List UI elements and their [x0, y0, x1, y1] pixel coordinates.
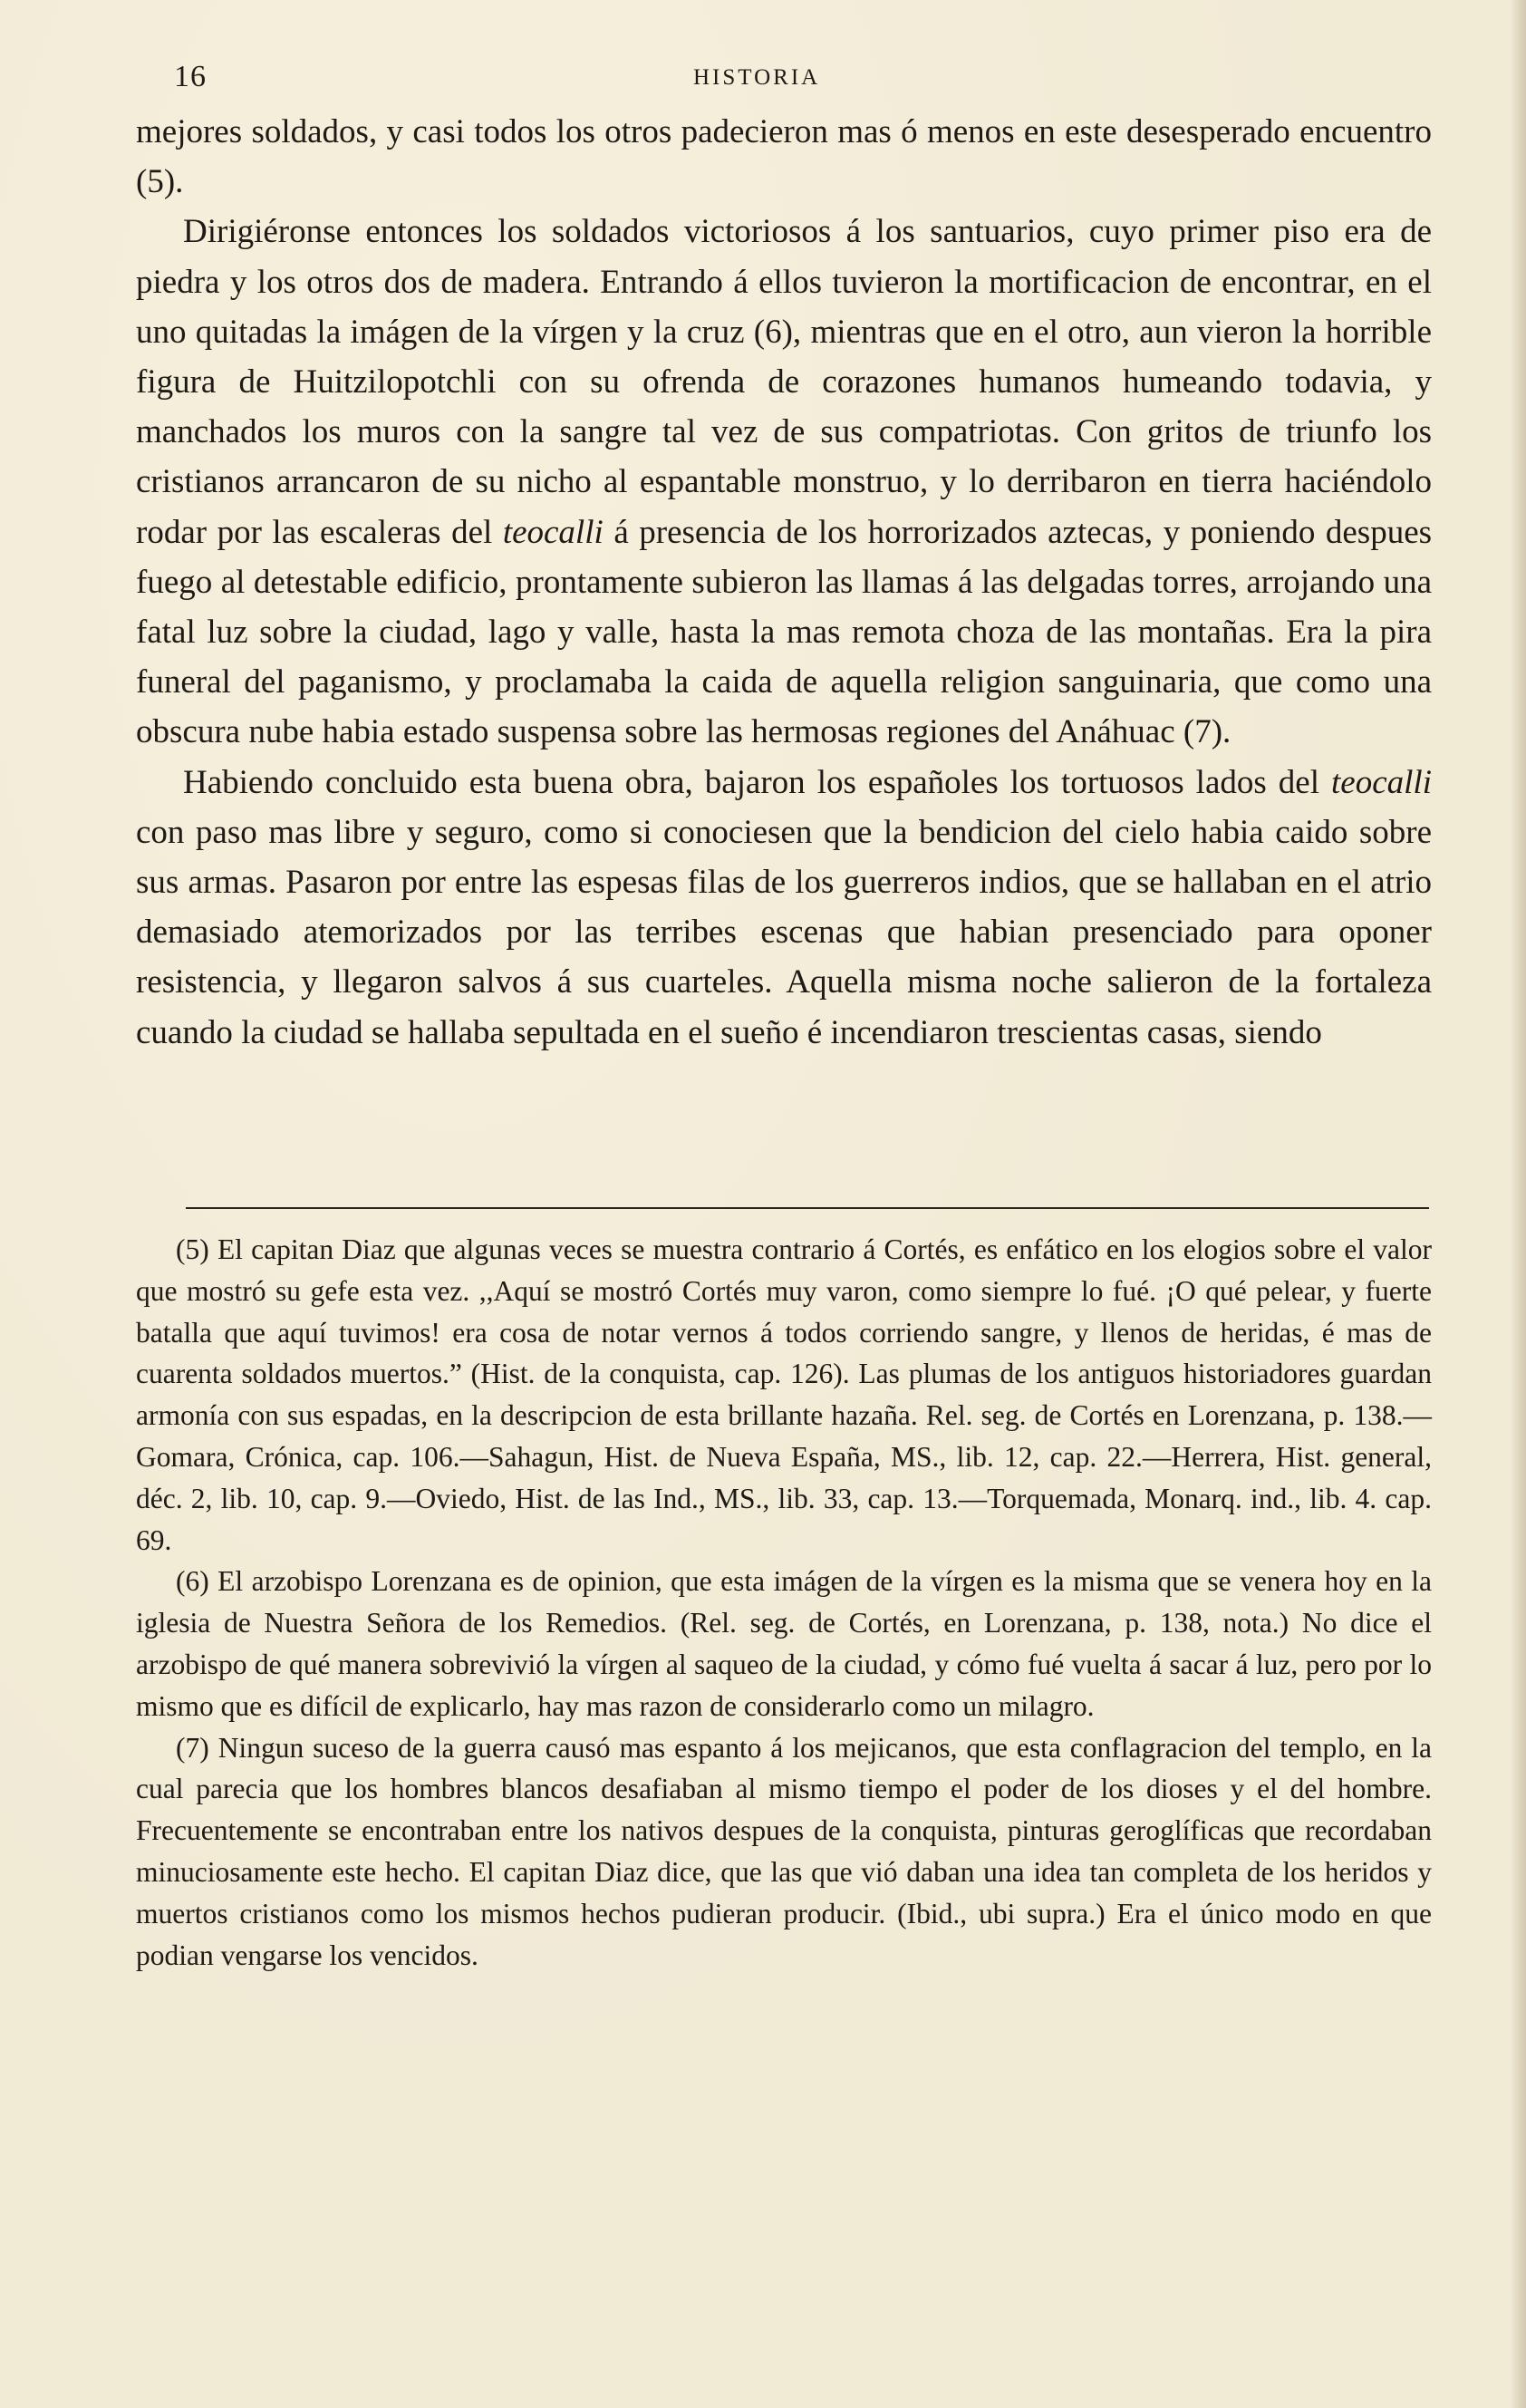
paragraph-2-start: Dirigiéronse entonces los soldados victoriosos á los santuarios, cuyo primer piso era de piedra y los otros dos de madera. Entrando á ellos tuvieron la mortificacion de encontrar, en el uno quitadas la imágen de la vírgen y la cruz (6), mientras que en el otro, aun vieron la horrible figura de Huitzilopotchli con su ofrenda de corazones humanos humeando todavia, y manchados los muros con la sangre tal vez de sus compatriotas. Con gritos de triunfo los cristianos arrancaron de su nicho al espantable monstruo, y lo derribaron en tierra haciéndolo rodar por las escaleras del — [136, 213, 1432, 551]
paragraph-3-start: Habiendo concluido esta buena obra, bajaron los españoles los tortuosos lados del — [183, 763, 1319, 801]
footnote-text: Ningun suceso de la guerra causó mas espanto á los mejicanos, que esta conflagracion del templo, en la cual parecia que los hombres blancos desafiaban al mismo tiempo el poder de los dioses y el del hombre. Frecuentemente se encontraban entre los nativos despues de la conquista, pinturas geroglíficas que recordaban minuciosamente este hecho. El capitan Diaz dice, que las que vió daban una idea tan completa de los heridos y muertos cristianos como los mismos hechos pudieran producir. (Ibid., ubi supra.) Era el único modo en que podian vengarse los vencidos. — [136, 1731, 1432, 1971]
paragraph-2-italic: teocalli — [502, 513, 604, 551]
paragraph-2-end: á presencia de los horrorizados aztecas, y poniendo despues fuego al detestable edificio, prontamente subieron las llamas á las delgadas torres, arrojando una fatal luz sobre la ciudad, lago y valle, hasta la mas remota choza de las montañas. Era la pira funeral del paganismo, y proclamaba la caida de aquella religion sanguinaria, que como una obscura nube habia estado suspensa sobre las hermosas regiones del Anáhuac (7). — [136, 513, 1433, 751]
footnote-separator — [186, 1207, 1429, 1209]
paragraph-3-italic: teocalli — [1331, 763, 1432, 801]
paragraph-2 — [136, 207, 1432, 757]
paragraph-1: mejores soldados, y casi todos los otros padecieron mas ó menos en este desesperado encuentro (5). — [136, 113, 1432, 201]
footnote-text: El capitan Diaz que algunas veces se muestra contrario á Cortés, es enfático en los elogios sobre el valor que mostró su gefe esta vez. ,,Aquí se mostró Cortés muy varon, como siempre lo fué. ¡O qué pelear, y fuerte batalla que aquí tuvimos! era cosa de notar vernos á todos corriendo sangre, y llenos de heridas, é mas de cuarenta soldados muertos.” (Hist. de la conquista, cap. 126). Las plumas de los antiguos historiadores guardan armonía con sus espadas, en la descripcion de esta brillante hazaña. Rel. seg. de Cortés en Lorenzana, p. 138.—Gomara, Crónica, cap. 106.—Sahagun, Hist. de Nueva España, MS., lib. 12, cap. 22.—Herrera, Hist. general, déc. 2, lib. 10, cap. 9.—Oviedo, Hist. de las Ind., MS., lib. 33, cap. 13.—Torquemada, Monarq. ind., lib. 4. cap. 69. — [136, 1233, 1433, 1556]
paragraph-3-end: con paso mas libre y seguro, como si conociesen que la bendicion del cielo habia caido sobre sus armas. Pasaron por entre las espesas filas de los guerreros indios, que se hallaban en el atrio demasiado atemorizados por las terribes escenas que habian presenciado para oponer resistencia, y llegaron salvos á sus cuarteles. Aquella misma noche salieron de la fortaleza cuando la ciudad se hallaba sepultada en el sueño é incendiaron trescientas casas, siendo — [136, 813, 1432, 1051]
footnote-number: (5) — [176, 1233, 209, 1265]
main-text — [136, 107, 1432, 1058]
footnote-text: El arzobispo Lorenzana es de opinion, que esta imágen de la vírgen es la misma que se venera hoy en la iglesia de Nuestra Señora de los Remedios. (Rel. seg. de Cortés, en Lorenzana, p. 138, nota.) No dice el arzobispo de qué manera sobrevivió la vírgen al saqueo de la ciudad, y cómo fué vuelta á sacar á luz, pero por lo mismo que es difícil de explicarlo, hay mas razon de considerarlo como un milagro. — [136, 1565, 1433, 1722]
footnote-number: (7) — [176, 1731, 209, 1764]
footnote-7 — [136, 1727, 1432, 1977]
page-edge-shadow — [1510, 0, 1526, 2408]
running-head: HISTORIA — [693, 65, 821, 90]
paragraph-3 — [136, 758, 1432, 1058]
footnote-6 — [136, 1561, 1432, 1726]
footnote-5 — [136, 1229, 1432, 1561]
footnote-number: (6) — [176, 1565, 209, 1598]
page-number: 16 — [174, 60, 207, 93]
page-header — [127, 60, 1432, 105]
footnotes — [136, 1229, 1432, 1976]
